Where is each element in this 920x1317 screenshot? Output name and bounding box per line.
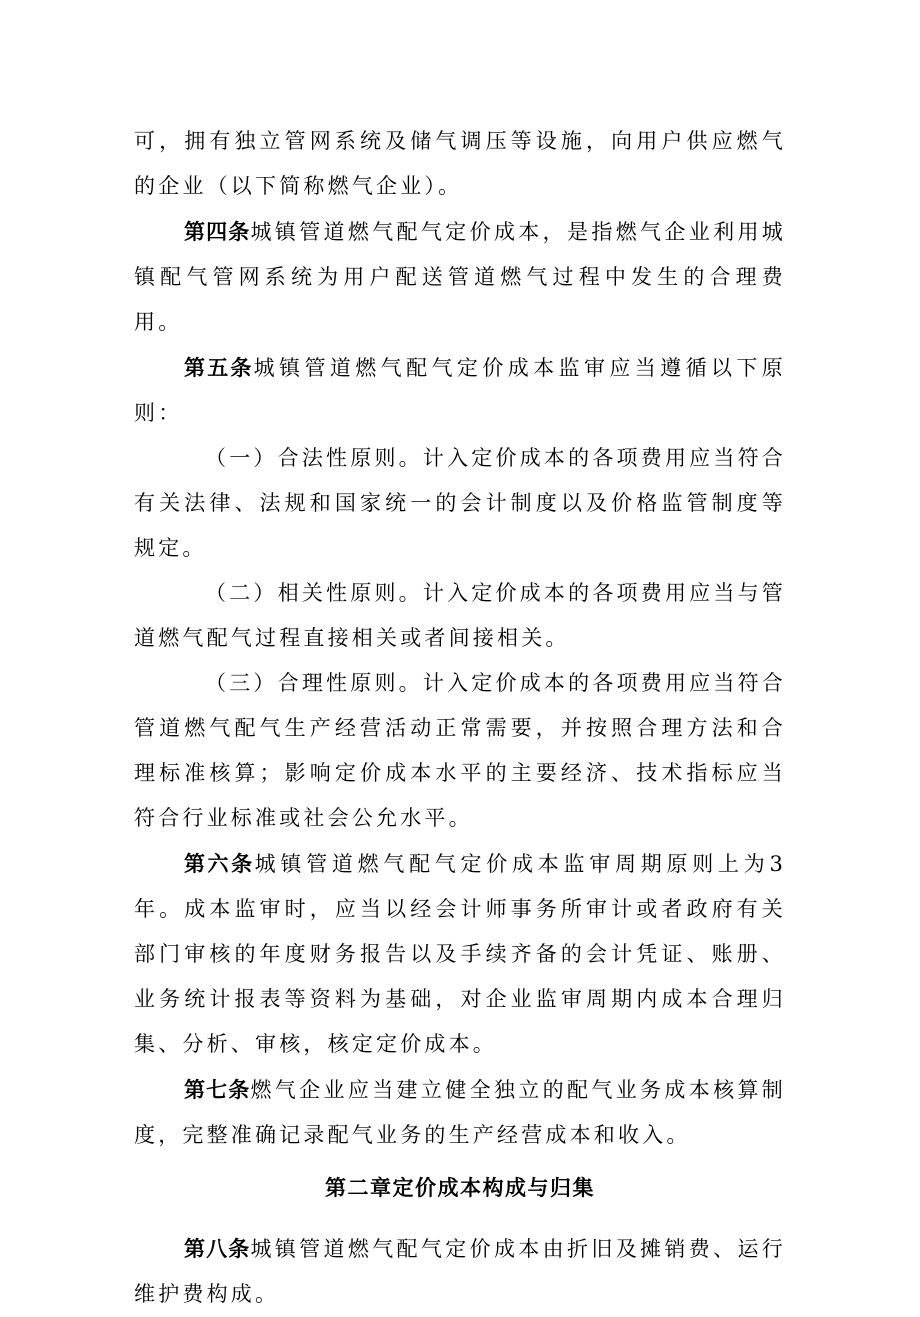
article-text: 城镇管道燃气配气定价成本，是指燃气企业利用城镇配气管网系统为用户配送管道燃气过程中发生的合理费用。 [134, 220, 786, 334]
article-number: 第五条 [184, 355, 254, 380]
paragraph-continuation [134, 119, 786, 209]
article-number: 第七条 [184, 1077, 251, 1102]
article-text: 城镇管道燃气配气定价成本监审应当遵循以下原则： [134, 356, 787, 425]
article-6 [134, 841, 786, 1067]
chapter-title: 第二章定价成本构成与归集 [325, 1176, 595, 1200]
principle-text: （二）相关性原则。计入定价成本的各项费用应当与管道燃气配气过程直接相关或者间接相关。 [134, 581, 786, 650]
article-5 [134, 345, 786, 436]
article-8 [134, 1226, 786, 1317]
article-number: 第四条 [184, 219, 251, 244]
principle-relevance [134, 571, 786, 661]
article-text: 城镇管道燃气配气定价成本由折旧及摊销费、运行维护费构成。 [134, 1237, 786, 1306]
article-text: 燃气企业应当建立健全独立的配气业务成本核算制度，完整准确记录配气业务的生产经营成本和收入。 [134, 1078, 786, 1147]
principle-reasonableness [134, 661, 786, 841]
article-7 [134, 1067, 786, 1158]
principle-text: （一）合法性原则。计入定价成本的各项费用应当符合有关法律、法规和国家统一的会计制度以及价格监管制度等规定。 [134, 446, 786, 560]
article-number: 第八条 [184, 1236, 251, 1261]
paragraph-text: 可，拥有独立管网系统及储气调压等设施，向用户供应燃气的企业（以下简称燃气企业）。 [134, 129, 786, 198]
principle-legality [134, 436, 786, 571]
principle-text: （三）合理性原则。计入定价成本的各项费用应当符合管道燃气配气生产经营活动正常需要，并按照合理方法和合理标准核算；影响定价成本水平的主要经济、技术指标应当符合行业标准或社会公允水平。 [134, 671, 786, 830]
article-text: 城镇管道燃气配气定价成本监审周期原则上为3年。成本监审时，应当以经会计师事务所审计或者政府有关部门审核的年度财务报告以及手续齐备的会计凭证、账册、业务统计报表等资料为基础，对企业监审周期内成本合理归集、分析、审核，核定定价成本。 [134, 852, 786, 1056]
article-number: 第六条 [184, 851, 255, 876]
article-4 [134, 209, 786, 345]
